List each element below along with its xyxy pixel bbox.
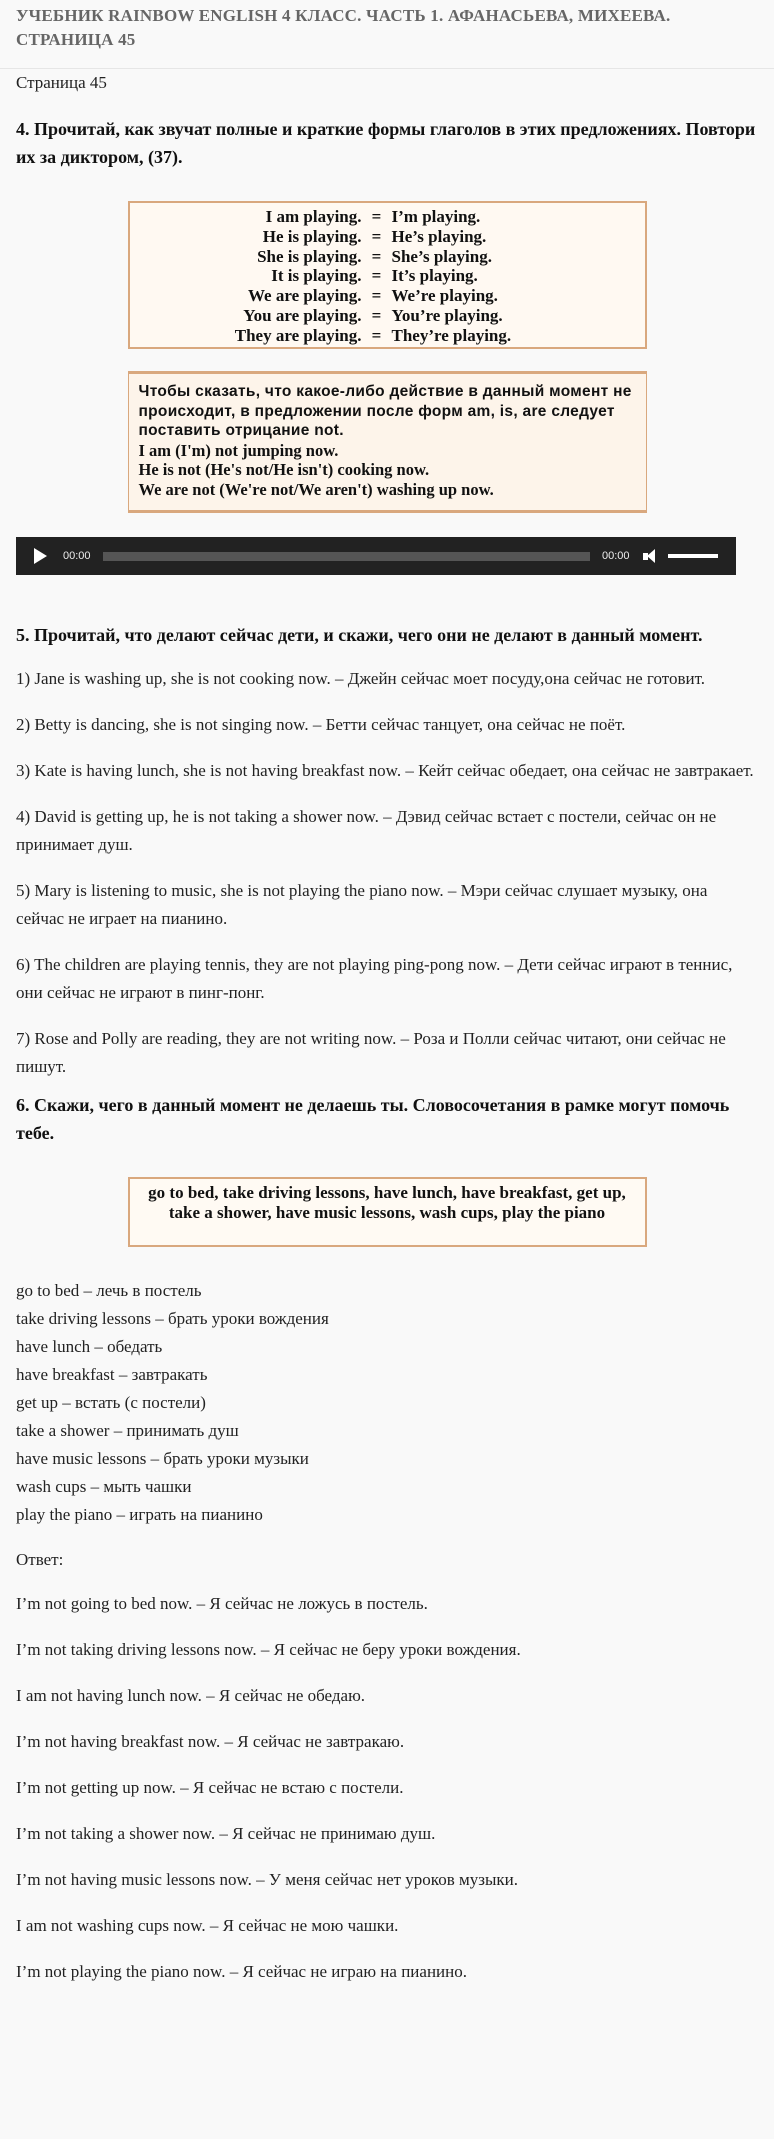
conjugation-row — [130, 266, 645, 286]
short-form: It’s playing. — [391, 266, 478, 286]
rule-example: We are not (We're not/We aren't) washing up now. — [138, 479, 494, 499]
equals-sign: = — [371, 286, 382, 306]
vocab-item: have lunch – обедать — [16, 1337, 163, 1356]
short-form: They’re playing. — [391, 325, 512, 345]
article-content — [0, 69, 774, 1986]
conjugation-row — [130, 326, 645, 346]
answer-line: I’m not having breakfast now. – Я сейчас не завтракаю. — [16, 1732, 405, 1751]
page-header — [0, 0, 774, 69]
task5-heading: 5. Прочитай, что делают сейчас дети, и скажи, чего они не делают в данный момент. — [16, 625, 703, 645]
duration-time: 00:00 — [602, 550, 630, 562]
short-form: We’re playing. — [391, 286, 498, 306]
equals-sign: = — [371, 266, 382, 286]
conjugation-table-image — [128, 201, 647, 349]
equals-sign: = — [371, 305, 382, 325]
task5-sentence: 1) Jane is washing up, she is not cooking now. – Джейн сейчас моет посуду,она сейчас не готовит. — [16, 669, 705, 688]
grammar-rule-image — [128, 371, 647, 513]
conjugation-row — [130, 247, 645, 267]
full-form: I am playing. — [265, 207, 362, 226]
page-title: УЧЕБНИК RAINBOW ENGLISH 4 КЛАСС. ЧАСТЬ 1. АФАНАСЬЕВА, МИХЕЕВА. СТРАНИЦА 45 — [16, 6, 671, 49]
task5-sentence: 6) The children are playing tennis, they are not playing ping-pong now. – Дети сейчас играют в теннис, они сейчас не играют в пинг-понг. — [16, 955, 733, 1002]
answer-line: I am not having lunch now. – Я сейчас не обедаю. — [16, 1686, 366, 1705]
progress-slider[interactable] — [103, 552, 590, 561]
vocab-item: get up – встать (с постели) — [16, 1393, 206, 1412]
short-form: She’s playing. — [391, 246, 492, 266]
vocab-item: have breakfast – завтракать — [16, 1365, 208, 1384]
current-time: 00:00 — [63, 550, 91, 562]
equals-sign: = — [371, 325, 382, 345]
full-form: It is playing. — [271, 266, 362, 286]
task5-sentence: 2) Betty is dancing, she is not singing now. – Бетти сейчас танцует, она сейчас не поёт. — [16, 715, 626, 734]
answer-line: I’m not having music lessons now. – У меня сейчас нет уроков музыки. — [16, 1870, 518, 1889]
rule-example: I am (I'm) not jumping now. — [138, 440, 339, 460]
full-form: He is playing. — [262, 226, 362, 246]
answer-line: I’m not getting up now. – Я сейчас не встаю с постели. — [16, 1778, 404, 1797]
conjugation-row — [130, 306, 645, 326]
answer-line: I am not washing cups now. – Я сейчас не мою чашки. — [16, 1916, 399, 1935]
task5-sentence: 7) Rose and Polly are reading, they are not writing now. – Роза и Полли сейчас читают, они сейчас не пишут. — [16, 1029, 726, 1076]
vocab-item: have music lessons – брать уроки музыки — [16, 1449, 309, 1468]
page-label: Страница 45 — [16, 73, 107, 92]
task5-sentence: 3) Kate is having lunch, she is not having breakfast now. – Кейт сейчас обедает, она сейчас не завтракает. — [16, 761, 754, 780]
short-form: I’m playing. — [391, 207, 481, 226]
short-form: You’re playing. — [391, 305, 503, 325]
vocab-item: play the piano – играть на пианино — [16, 1505, 263, 1524]
equals-sign: = — [371, 207, 382, 226]
phrase-box-image: go to bed, take driving lessons, have lunch, have breakfast, get up, take a shower, have music lessons, wash cups, play the piano — [128, 1177, 647, 1247]
audio-player — [16, 537, 736, 575]
short-form: He’s playing. — [391, 226, 487, 246]
play-icon[interactable] — [34, 548, 47, 564]
vocab-list — [16, 1277, 758, 1529]
task5-sentence: 5) Mary is listening to music, she is not playing the piano now. – Мэри сейчас слушает музыку, она сейчас не играет на пианино. — [16, 881, 708, 928]
volume-slider[interactable] — [668, 554, 718, 558]
equals-sign: = — [371, 246, 382, 266]
equals-sign: = — [371, 226, 382, 246]
conjugation-row — [130, 227, 645, 247]
full-form: She is playing. — [257, 246, 362, 266]
vocab-item: go to bed – лечь в постель — [16, 1281, 202, 1300]
conjugation-row — [130, 286, 645, 306]
conjugation-row — [130, 207, 645, 227]
volume-icon[interactable] — [642, 548, 662, 564]
task5-sentence: 4) David is getting up, he is not taking a shower now. – Дэвид сейчас встает с постели, сейчас он не принимает душ. — [16, 807, 717, 854]
full-form: We are playing. — [248, 286, 362, 306]
full-form: They are playing. — [234, 325, 362, 345]
answer-line: I’m not playing the piano now. – Я сейчас не играю на пианино. — [16, 1962, 467, 1981]
task6-heading: 6. Скажи, чего в данный момент не делаешь ты. Словосочетания в рамке могут помочь тебе. — [16, 1095, 730, 1143]
task4-heading: 4. Прочитай, как звучат полные и краткие формы глаголов в этих предложениях. Повтори их за диктором, (37). — [16, 119, 756, 167]
rule-example: He is not (He's not/He isn't) cooking now. — [138, 460, 430, 479]
answer-line: I’m not going to bed now. – Я сейчас не ложусь в постель. — [16, 1594, 428, 1613]
answer-line: I’m not taking driving lessons now. – Я сейчас не беру уроки вождения. — [16, 1640, 521, 1659]
full-form: You are playing. — [243, 305, 362, 325]
rule-text: Чтобы сказать, что какое-либо действие в данный момент не происходит, в предложении после форм am, is, are следует поставить отрицание not. — [138, 383, 632, 439]
vocab-item: take a shower – принимать душ — [16, 1421, 239, 1440]
answer-label: Ответ: — [16, 1550, 64, 1569]
vocab-item: take driving lessons – брать уроки вождения — [16, 1309, 329, 1328]
answer-line: I’m not taking a shower now. – Я сейчас не принимаю душ. — [16, 1824, 436, 1843]
vocab-item: wash cups – мыть чашки — [16, 1477, 192, 1496]
